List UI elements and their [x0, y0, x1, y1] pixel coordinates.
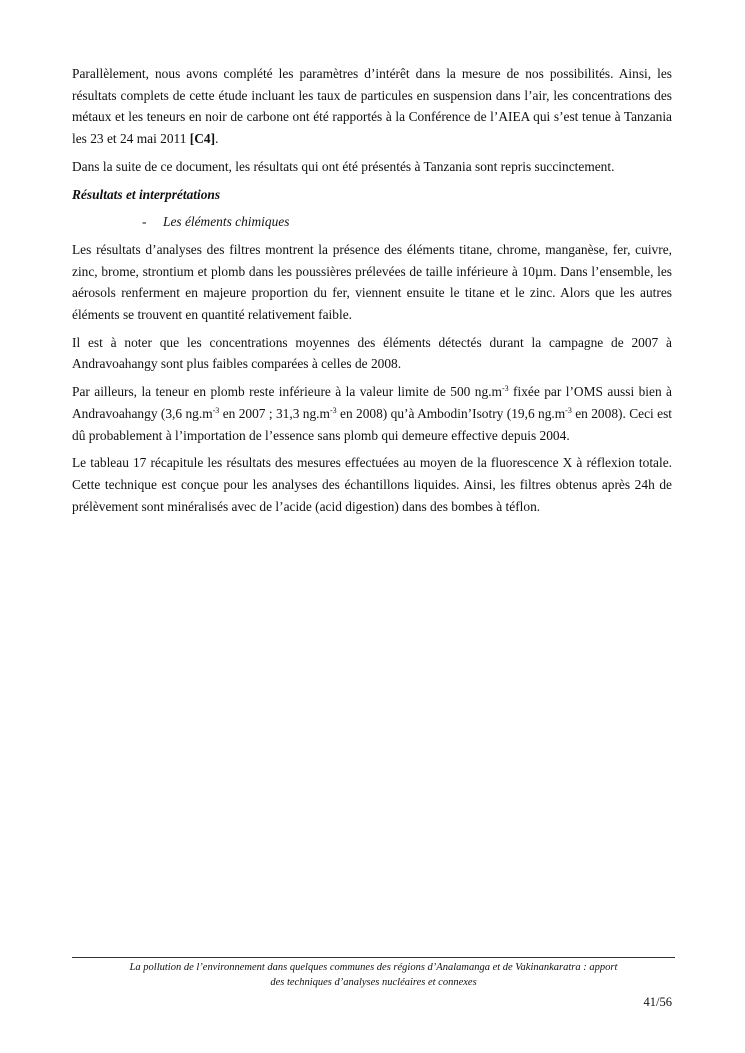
footer-line-2: des techniques d’analyses nucléaires et connexes	[270, 977, 477, 988]
paragraph-5-part-1: Par ailleurs, la teneur en plomb reste inférieure à la valeur limite de 500 ng.m	[72, 384, 502, 400]
paragraph-6: Le tableau 17 récapitule les résultats des mesures effectuées au moyen de la fluorescence X à réflexion totale. Cette technique est conçue pour les analyses des échantillons liquides. Ainsi, les filtres obtenus après 24h de prélèvement sont minéralisés avec de l’acide (acid digestion) dans des bombes à téflon.	[72, 455, 672, 514]
paragraph-1	[72, 63, 672, 150]
footer-divider	[72, 957, 675, 958]
paragraph-4: Il est à noter que les concentrations moyennes des éléments détectés durant la campagne de 2007 à Andravoahangy sont plus faibles comparées à celles de 2008.	[72, 334, 672, 372]
paragraph-5-part-3: en 2007 ; 31,3 ng.m	[219, 405, 330, 421]
superscript-1: -3	[501, 384, 509, 394]
paragraph-3: Les résultats d’analyses des filtres montrent la présence des éléments titane, chrome, manganèse, fer, cuivre, zinc, brome, strontium et plomb dans les poussières prélevées de taille inférieure à 10µm. Dans l’ensemble, les aérosols renferment en majeure proportion du fer, viennent ensuite le titane et le zinc. Alors que les autres éléments se trouvent en quantité relativement faible.	[72, 241, 672, 323]
paragraph-5	[72, 381, 672, 446]
paragraph-5-part-4: en 2008) qu’à Ambodin’Isotry (19,6 ng.m	[336, 405, 566, 421]
bullet-item	[72, 211, 672, 233]
body-text	[72, 63, 672, 523]
superscript-2: -3	[212, 405, 220, 415]
footer-caption	[72, 960, 675, 990]
paragraph-5-part-5: en 2008). Ceci est dû probablement à l’importation de l’essence sans plomb qui demeure effective depuis 2004.	[72, 405, 673, 443]
footer-line-1: La pollution de l’environnement dans quelques communes des régions d’Analamanga et de Vakinankaratra : apport	[129, 962, 618, 973]
paragraph-2: Dans la suite de ce document, les résultats qui ont été présentés à Tanzania sont repris succinctement.	[72, 158, 615, 174]
paragraph-1-text: Parallèlement, nous avons complété les paramètres d’intérêt dans la mesure de nos possibilités. Ainsi, les résultats complets de cette étude incluant les taux de particules en suspension dans l’air, les concentrations des métaux et les teneurs en noir de carbone ont été rapportés à la Conférence de l’AIEA qui s’est tenue à Tanzania les 23 et 24 mai 2011	[72, 66, 672, 147]
bullet-label: Les éléments chimiques	[163, 214, 290, 230]
citation-ref: [C4]	[189, 131, 216, 147]
paragraph-5-part-2: fixée par l’OMS aussi bien à Andravoahangy (3,6 ng.m	[72, 384, 672, 421]
paragraph-1-end: .	[215, 131, 219, 147]
bullet-dash: -	[142, 214, 147, 230]
page-number: 41/56	[643, 995, 672, 1009]
superscript-3: -3	[329, 405, 337, 415]
section-heading: Résultats et interprétations	[72, 186, 221, 202]
superscript-4: -3	[565, 405, 572, 415]
